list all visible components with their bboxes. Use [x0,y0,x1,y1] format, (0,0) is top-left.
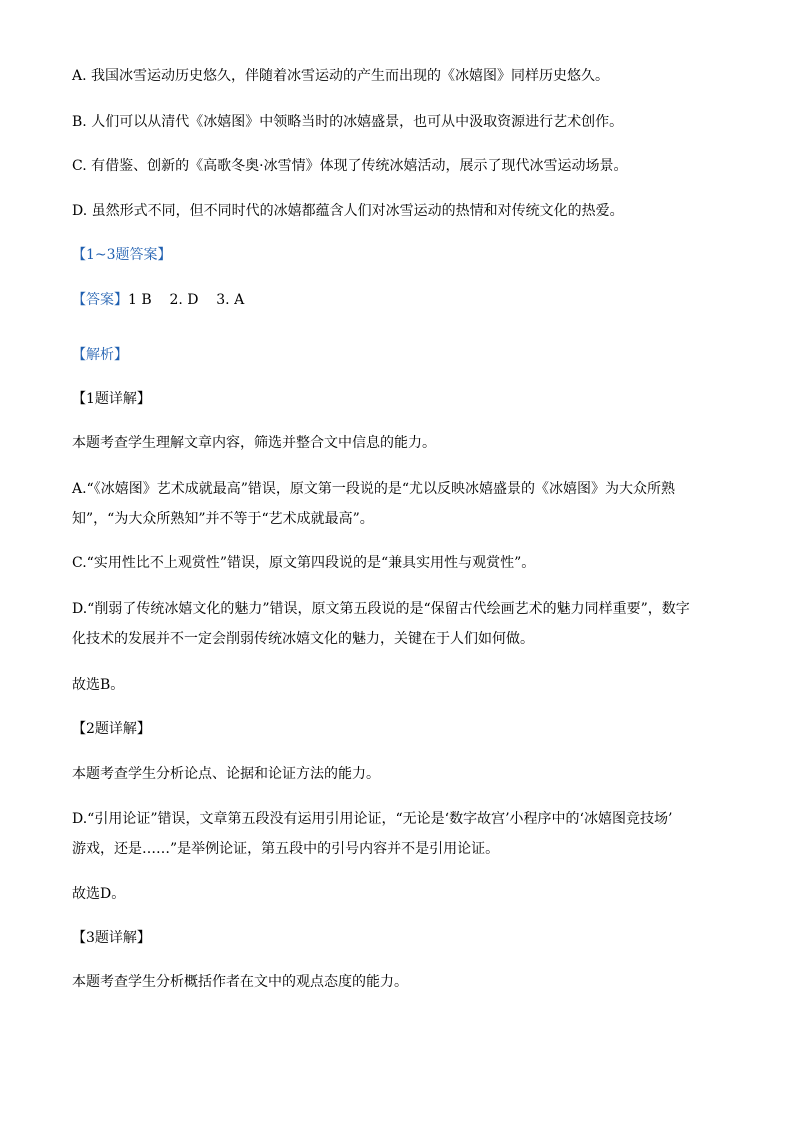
q2-d-line2: 游戏，还是……”是举例论证，第五段中的引号内容并不是引用论证。 [72,841,500,857]
analysis-heading: 【解析】 [72,347,128,363]
option-c: C. 有借鉴、创新的《高歌冬奥·冰雪情》体现了传统冰嬉活动，展示了现代冰雪运动场景。 [72,158,628,174]
q1-intro: 本题考查学生理解文章内容，筛选并整合文中信息的能力。 [72,435,436,451]
answer-heading: 【1~3题答案】 [72,247,172,263]
q1-a-line2: 知”，“为大众所熟知”并不等于“艺术成就最高”。 [72,511,374,527]
answer-text: 1 B 2. D 3. A [128,292,245,308]
option-b: B. 人们可以从清代《冰嬉图》中领略当时的冰嬉盛景，也可从中汲取资源进行艺术创作。 [72,114,624,130]
option-d: D. 虽然形式不同，但不同时代的冰嬉都蕴含人们对冰雪运动的热情和对传统文化的热爱。 [72,203,624,219]
q2-heading: 【2题详解】 [72,721,151,737]
q2-conclusion: 故选D。 [72,886,126,902]
q1-c: C.“实用性比不上观赏性”错误，原文第四段说的是“兼具实用性与观赏性”。 [72,555,536,571]
q3-heading: 【3题详解】 [72,930,151,946]
q1-conclusion: 故选B。 [72,677,125,693]
q2-d-line1: D.“引用论证”错误，文章第五段没有运用引用论证，“无论是‘数字故宫’小程序中的‘冰嬉图竞技场’ [72,811,673,827]
q3-intro: 本题考查学生分析概括作者在文中的观点态度的能力。 [72,974,408,990]
option-a: A. 我国冰雪运动历史悠久，伴随着冰雪运动的产生而出现的《冰嬉图》同样历史悠久。 [72,68,610,84]
q1-d-line2: 化技术的发展并不一定会削弱传统冰嬉文化的魅力，关键在于人们如何做。 [72,631,534,647]
q1-d-line1: D.“削弱了传统冰嬉文化的魅力”错误，原文第五段说的是“保留古代绘画艺术的魅力同样重要”，数字 [72,601,690,617]
q1-heading: 【1题详解】 [72,391,151,407]
answer-label: 【答案】 [72,292,128,308]
answer-line [72,290,244,310]
q1-a-line1: A.“《冰嬉图》艺术成就最高”错误，原文第一段说的是“尤以反映冰嬉盛景的《冰嬉图》为大众所熟 [72,481,676,497]
q2-intro: 本题考查学生分析论点、论据和论证方法的能力。 [72,766,380,782]
